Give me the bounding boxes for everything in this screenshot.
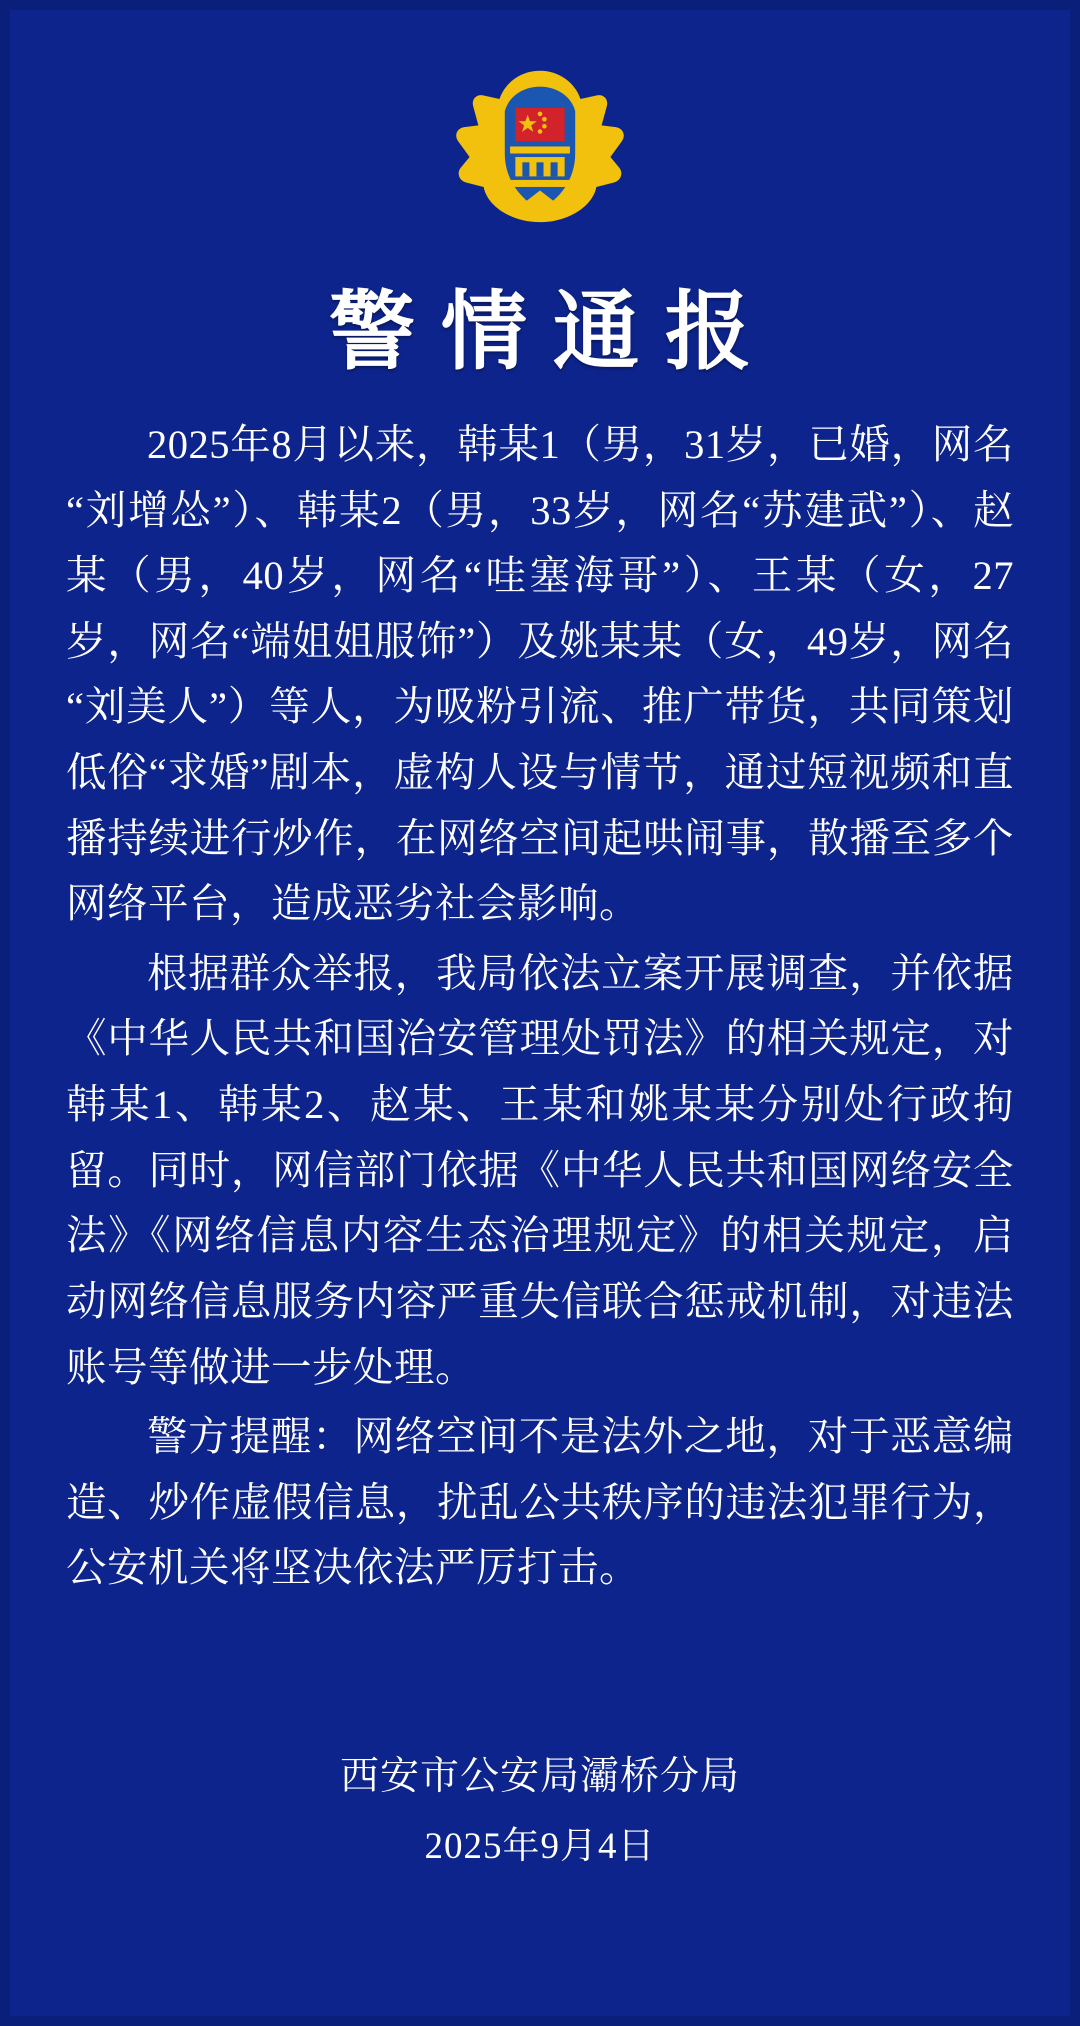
notice-title: 警情通报: [329, 284, 777, 380]
notice-body: [66, 412, 1014, 1601]
issue-date: 2025年9月4日: [424, 1825, 656, 1867]
issuing-organization: 西安市公安局灞桥分局: [339, 1755, 740, 1799]
notice-paragraph-3: 警方提醒：网络空间不是法外之地，对于恶意编造、炒作虚假信息，扰乱公共秩序的违法犯罪行为，公安机关将坚决依法严厉打击。: [66, 1414, 1014, 1591]
notice-paragraph-2: 根据群众举报，我局依法立案开展调查，并依据《中华人民共和国治安管理处罚法》的相关规定，对韩某1、韩某2、赵某、王某和姚某某分别处行政拘留。同时，网信部门依据《中华人民共和国网络安全法》《网络信息内容生态治理规定》的相关规定，启动网络信息服务内容严重失信联合惩戒机制，对违法账号等做进一步处理。: [66, 950, 1014, 1390]
emblem-container: [0, 0, 1080, 238]
police-badge-emblem-icon: [452, 62, 628, 238]
notice-paragraph-1: 2025年8月以来，韩某1（男，31岁，已婚，网名“刘增怂”）、韩某2（男，33岁，网名“苏建武”）、赵某（男，40岁，网名“哇塞海哥”）、王某（女，27岁，网名“端姐姐服饰”）及姚某某（女，49岁，网名“刘美人”）等人，为吸粉引流、推广带货，共同策划低俗“求婚”剧本，虚构人设与情节，通过短视频和直播持续进行炒作，在网络空间起哄闹事，散播至多个网络平台，造成恶劣社会影响。: [66, 422, 1014, 927]
signature-block: [0, 1748, 1080, 1876]
